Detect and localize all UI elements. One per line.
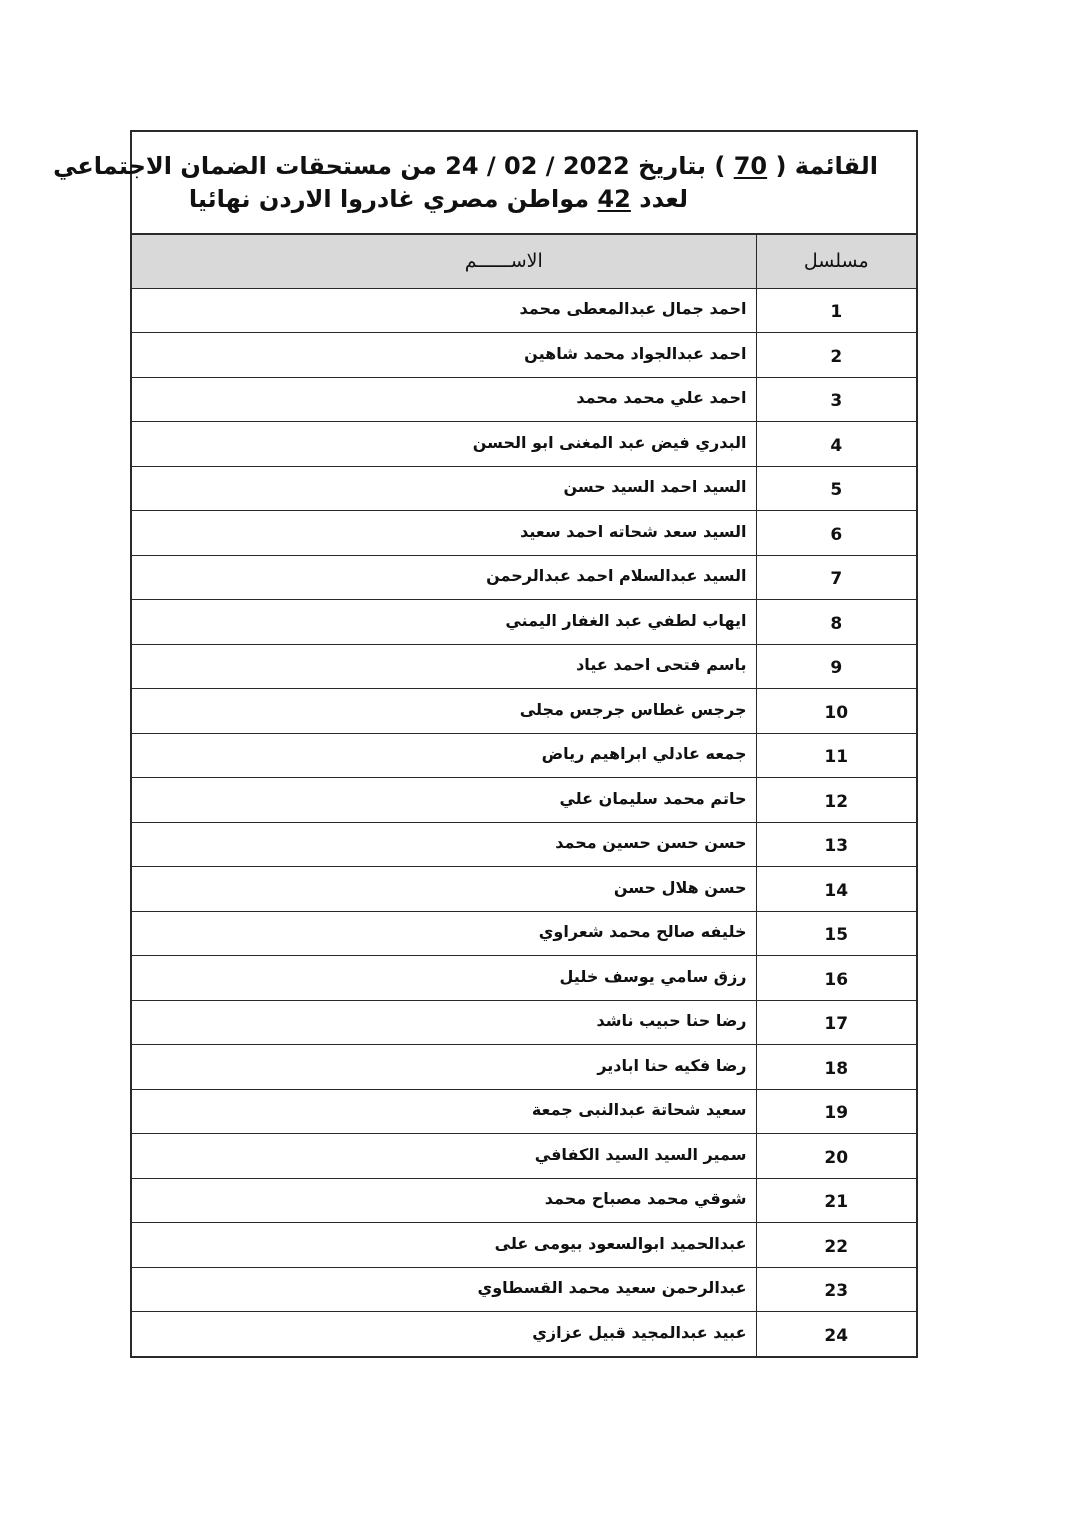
row-serial: 19 xyxy=(756,1089,916,1134)
row-serial: 4 xyxy=(756,422,916,467)
table-row xyxy=(132,1134,916,1179)
row-serial: 17 xyxy=(756,1000,916,1045)
row-name: ايهاب لطفي عبد الغفار اليمني xyxy=(132,600,756,645)
document-sheet xyxy=(53,130,918,1358)
table-row xyxy=(132,1312,916,1357)
row-name: جمعه عادلي ابراهيم رياض xyxy=(132,733,756,778)
row-name: احمد علي محمد محمد xyxy=(132,377,756,422)
row-serial: 21 xyxy=(756,1178,916,1223)
table-row xyxy=(132,867,916,912)
row-name: رضا فكيه حنا ابادير xyxy=(132,1045,756,1090)
table-row xyxy=(132,1223,916,1268)
row-serial: 1 xyxy=(756,288,916,333)
row-serial: 22 xyxy=(756,1223,916,1268)
name-column-header: الاســــــم xyxy=(132,235,756,288)
row-name: السيد سعد شحاته احمد سعيد xyxy=(132,511,756,556)
row-name: حسن هلال حسن xyxy=(132,867,756,912)
table-row xyxy=(132,956,916,1001)
table-row xyxy=(132,466,916,511)
table-row xyxy=(132,377,916,422)
row-serial: 5 xyxy=(756,466,916,511)
table-row xyxy=(132,778,916,823)
table-row xyxy=(132,1045,916,1090)
table-row xyxy=(132,600,916,645)
row-serial: 13 xyxy=(756,822,916,867)
list-date: 24 / 02 / 2022 xyxy=(445,152,630,180)
row-name: حاتم محمد سليمان علي xyxy=(132,778,756,823)
row-name: عبيد عبدالمجيد قبيل عزازي xyxy=(132,1312,756,1357)
list-number: 70 xyxy=(733,152,768,180)
title-line-2 xyxy=(170,183,878,216)
row-serial: 15 xyxy=(756,911,916,956)
table-row xyxy=(132,511,916,556)
title-date-prefix: ) بتاريخ xyxy=(638,152,726,180)
row-name: شوقي محمد مصباح محمد xyxy=(132,1178,756,1223)
row-name: احمد جمال عبدالمعطى محمد xyxy=(132,288,756,333)
title-count-prefix: لعدد xyxy=(639,185,688,213)
row-name: حسن حسن حسين محمد xyxy=(132,822,756,867)
row-serial: 6 xyxy=(756,511,916,556)
row-name: سمير السيد السيد الكفافي xyxy=(132,1134,756,1179)
citizen-count: 42 xyxy=(597,185,631,213)
row-serial: 3 xyxy=(756,377,916,422)
table-row xyxy=(132,1000,916,1045)
table-row xyxy=(132,689,916,734)
row-name: خليفه صالح محمد شعراوي xyxy=(132,911,756,956)
row-serial: 16 xyxy=(756,956,916,1001)
row-serial: 24 xyxy=(756,1312,916,1357)
table-row xyxy=(132,333,916,378)
row-name: البدري فيض عبد المغنى ابو الحسن xyxy=(132,422,756,467)
row-serial: 14 xyxy=(756,867,916,912)
row-serial: 8 xyxy=(756,600,916,645)
table-row xyxy=(132,733,916,778)
names-table xyxy=(132,235,916,1356)
row-name: رزق سامي يوسف خليل xyxy=(132,956,756,1001)
serial-column-header: مسلسل xyxy=(756,235,916,288)
row-serial: 11 xyxy=(756,733,916,778)
row-serial: 20 xyxy=(756,1134,916,1179)
table-row xyxy=(132,422,916,467)
row-name: رضا حنا حبيب ناشد xyxy=(132,1000,756,1045)
table-row xyxy=(132,1178,916,1223)
row-serial: 18 xyxy=(756,1045,916,1090)
table-row xyxy=(132,1267,916,1312)
table-row xyxy=(132,822,916,867)
title-subject: من مستحقات الضمان الاجتماعي xyxy=(53,152,437,180)
row-serial: 2 xyxy=(756,333,916,378)
row-name: احمد عبدالجواد محمد شاهين xyxy=(132,333,756,378)
table-row xyxy=(132,644,916,689)
row-serial: 12 xyxy=(756,778,916,823)
row-name: عبدالرحمن سعيد محمد القسطاوي xyxy=(132,1267,756,1312)
row-serial: 7 xyxy=(756,555,916,600)
row-name: سعيد شحاتة عبدالنبى جمعة xyxy=(132,1089,756,1134)
row-serial: 9 xyxy=(756,644,916,689)
document-title xyxy=(53,132,916,235)
title-line-1 xyxy=(53,150,878,183)
table-row xyxy=(132,1089,916,1134)
table-header-row xyxy=(132,235,916,288)
row-serial: 10 xyxy=(756,689,916,734)
title-count-suffix: مواطن مصري غادروا الاردن نهائيا xyxy=(188,185,590,213)
row-name: السيد عبدالسلام احمد عبدالرحمن xyxy=(132,555,756,600)
row-name: باسم فتحى احمد عياد xyxy=(132,644,756,689)
table-row xyxy=(132,555,916,600)
row-name: جرجس غطاس جرجس مجلى xyxy=(132,689,756,734)
table-row xyxy=(132,288,916,333)
table-body xyxy=(132,288,916,1356)
row-serial: 23 xyxy=(756,1267,916,1312)
row-name: السيد احمد السيد حسن xyxy=(132,466,756,511)
table-row xyxy=(132,911,916,956)
title-list-prefix: القائمة ( xyxy=(775,152,878,180)
row-name: عبدالحميد ابوالسعود بيومى على xyxy=(132,1223,756,1268)
